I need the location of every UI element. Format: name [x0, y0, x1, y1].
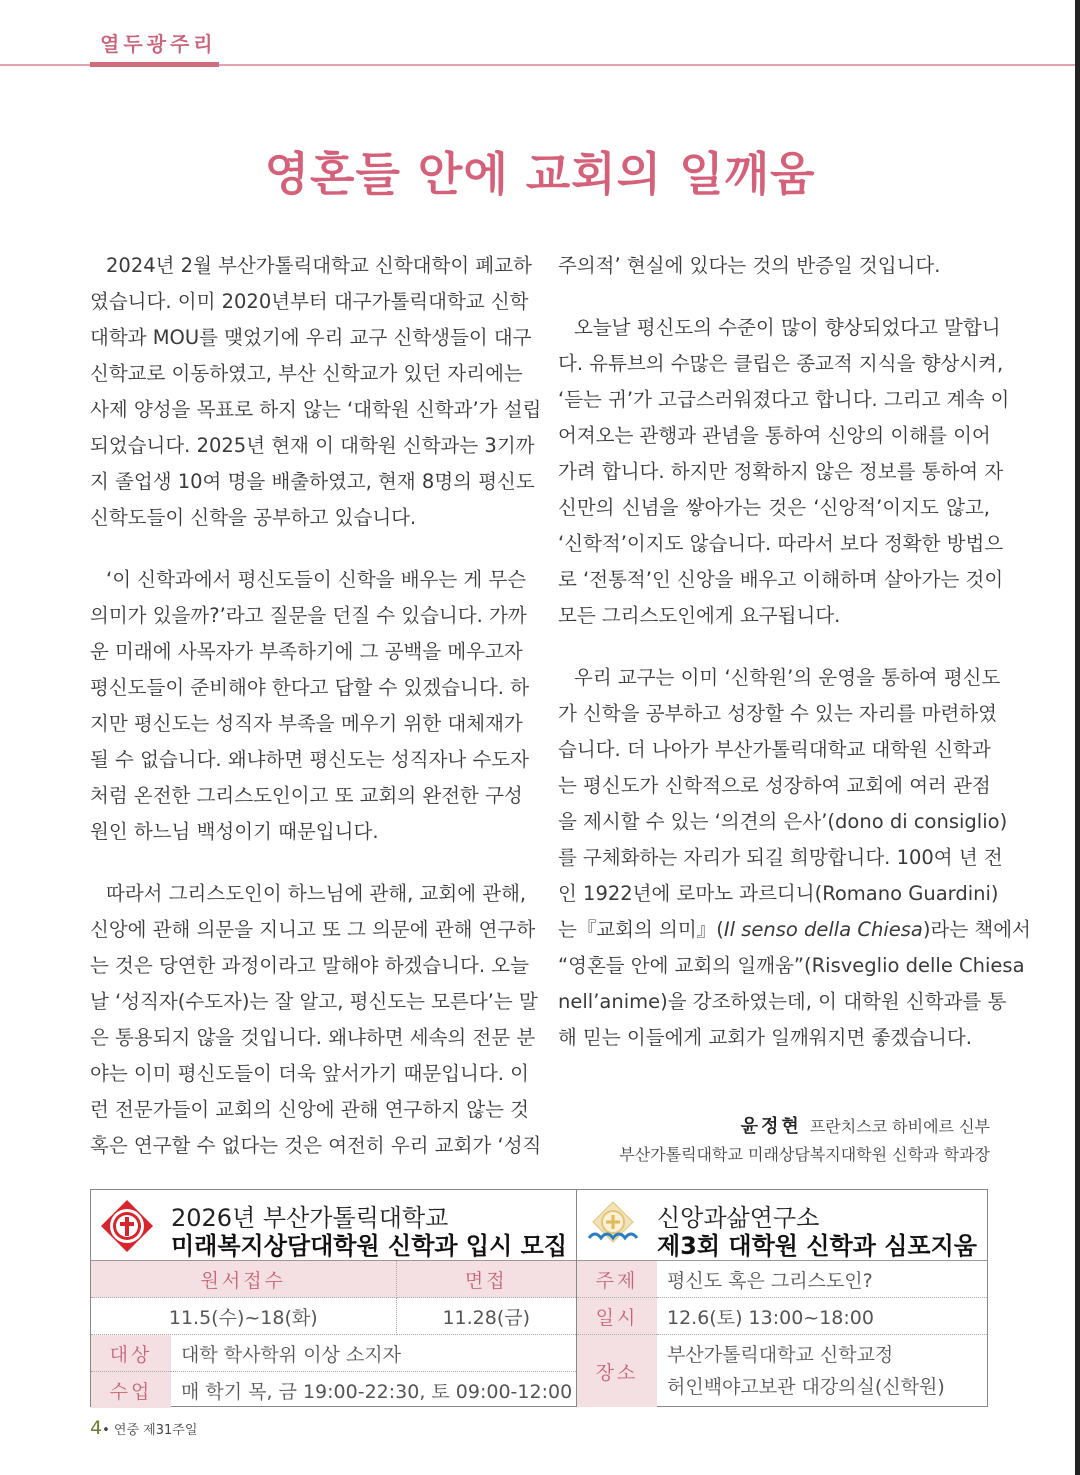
text-line: 지만 평신도는 성직자 부족을 메우기 위한 대체재가: [90, 712, 523, 735]
text-line: 신만의 신념을 쌓아가는 것은 ‘신앙적’이지도 않고,: [558, 496, 990, 519]
application-period: 11.5(수)~18(화): [91, 1298, 396, 1335]
text-line: 다. 유튜브의 수많은 클립은 종교적 지식을 향상시켜,: [558, 352, 1004, 375]
text-line: 지 졸업생 10여 명을 배출하였고, 현재 8명의 평신도: [90, 470, 535, 493]
university-cross-logo-icon: [99, 1198, 155, 1254]
text-line: 는 것은 당연한 과정이라고 말해야 하겠습니다. 오늘: [90, 954, 529, 977]
paragraph: [558, 310, 1010, 634]
label-venue: 장소: [577, 1335, 657, 1408]
author-affiliation: 부산가톨릭대학교 미래상담복지대학원 신학과 학과장: [619, 1145, 990, 1164]
text-line: 신학도들이 신학을 공부하고 있습니다.: [90, 506, 417, 529]
liturgical-week: 연중 제31주일: [113, 1423, 198, 1438]
text-line: 신학교로 이동하였고, 부산 신학교가 있던 자리에는: [90, 362, 523, 385]
text-line: 신앙에 관해 의문을 지니고 또 그 의문에 관해 연구하: [90, 918, 536, 941]
value-venue-line1: 부산가톨릭대학교 신학교정: [667, 1344, 894, 1366]
value-eligibility: 대학 학사학위 이상 소지자: [171, 1335, 576, 1372]
text-line: 은 통용되지 않을 것입니다. 왜냐하면 세속의 전문 분: [90, 1026, 536, 1049]
institute-logo-icon: [585, 1198, 641, 1254]
text-line: 로 ‘전통적’인 신앙을 배우고 이해하며 살아가는 것이: [558, 568, 1004, 591]
symposium-title: 제3회 대학원 신학과 심포지움: [657, 1232, 977, 1260]
text-line: ‘신학적’이지도 않습니다. 따라서 보다 정확한 방법으: [558, 532, 1004, 555]
text-line: 야는 이미 평신도들이 더욱 앞서가기 때문입니다. 이: [90, 1062, 529, 1085]
text-line: “영혼들 안에 교회의 일깨움”(Risveglio delle Chiesa: [558, 954, 1025, 977]
byline: [619, 1113, 990, 1169]
book-title-italic: Il senso della Chiesa: [723, 918, 923, 941]
text-line: 대학과 MOU를 맺었기에 우리 교구 신학생들이 대구: [90, 326, 532, 349]
admission-table: [91, 1261, 576, 1335]
text-line: 2024년 2월 부산가톨릭대학교 신학대학이 폐교하: [106, 254, 532, 277]
text-line: 을 제시할 수 있는 ‘의견의 은사’(dono di consiglio): [558, 810, 1008, 833]
page-edge: [1075, 0, 1080, 1475]
text-line: 어져오는 관행과 관념을 통하여 신앙의 이해를 이어: [558, 424, 991, 447]
text-line: 습니다. 더 나아가 부산가톨릭대학교 대학원 신학과: [558, 738, 991, 761]
text-line: 운 미래에 사목자가 부족하기에 그 공백을 메우고자: [90, 640, 523, 663]
label-datetime: 일시: [577, 1298, 657, 1335]
text-line: ‘듣는 귀’가 고급스러워졌다고 합니다. 그리고 계속 이: [558, 388, 1010, 411]
label-classes: 수업: [91, 1372, 171, 1409]
header-accent-bar: [90, 62, 219, 67]
article-title: 영혼들 안에 교회의 일깨움: [264, 147, 816, 201]
text-line: 인 1922년에 로마노 과르디니(Romano Guardini): [558, 882, 999, 905]
label-theme: 주제: [577, 1261, 657, 1298]
page-footer: 4• 연중 제31주일: [90, 1417, 198, 1439]
text-line: 사제 양성을 목표로 하지 않는 ‘대학원 신학과’가 설립: [90, 398, 542, 421]
text-line: ‘이 신학과에서 평신도들이 신학을 배우는 게 무슨: [106, 568, 527, 591]
institute-name: 신앙과삶연구소: [657, 1204, 820, 1232]
header-interview: 면접: [396, 1261, 576, 1298]
text-line: 런 전문가들이 교회의 신앙에 관해 연구하지 않는 것: [90, 1098, 529, 1121]
page-number: 4: [90, 1417, 103, 1439]
text-line: 날 ‘성직자(수도자)는 잘 알고, 평신도는 모른다’는 말: [90, 990, 538, 1013]
left-column: [90, 248, 542, 1190]
text-line: [558, 912, 1031, 948]
paragraph-tail: [558, 912, 1031, 1056]
paragraph: [558, 248, 990, 284]
text-line: 오늘날 평신도의 수준이 많이 향상되었다고 말합니: [574, 316, 1001, 339]
text-line: 주의적’ 현실에 있다는 것의 반증일 것입니다.: [558, 254, 941, 277]
author-title: 프란치스코 하비에르 신부: [809, 1117, 990, 1136]
right-column: [558, 248, 1031, 1082]
text-line: nell’anime)을 강조하였는데, 이 대학원 신학과를 통: [558, 990, 1007, 1013]
symposium-notice-box: [576, 1189, 988, 1407]
paragraph: [558, 660, 1008, 912]
text-line: 될 수 없습니다. 왜냐하면 평신도는 성직자나 수도자: [90, 748, 529, 771]
paragraph: [90, 248, 542, 536]
text-segment: 는『교회의 의미』(: [558, 918, 724, 941]
author-name: 윤정현: [740, 1116, 802, 1137]
notice-title: 미래복지상담대학원 신학과 입시 모집: [171, 1232, 568, 1260]
text-line: 혹은 연구할 수 없다는 것은 여전히 우리 교회가 ‘성직: [90, 1134, 542, 1157]
header-application: 원서접수: [91, 1261, 396, 1298]
text-line: 가려 합니다. 하지만 정확하지 않은 정보를 통하여 자: [558, 460, 1004, 483]
admission-notice-box: [90, 1189, 577, 1407]
text-line: 는 평신도가 신학적으로 성장하여 교회에 여러 관점: [558, 774, 991, 797]
paragraph: [90, 876, 542, 1164]
text-line: 처럼 온전한 그리스도인이고 또 교회의 완전한 구성: [90, 784, 523, 807]
label-eligibility: 대상: [91, 1335, 171, 1372]
text-line: 평신도들이 준비해야 한다고 답할 수 있겠습니다. 하: [90, 676, 529, 699]
text-line: 원인 하느님 백성이기 때문입니다.: [90, 820, 379, 843]
value-theme: 평신도 혹은 그리스도인?: [657, 1261, 987, 1298]
paragraph: [90, 562, 529, 850]
value-classes: 매 학기 목, 금 19:00-22:30, 토 09:00-12:00: [181, 1380, 573, 1403]
text-line: 의미가 있을까?’라고 질문을 던질 수 있습니다. 가까: [90, 604, 527, 627]
interview-date: 11.28(금): [396, 1298, 576, 1335]
symposium-details: [577, 1261, 987, 1407]
text-line: 되었습니다. 2025년 현재 이 대학원 신학과는 3기까: [90, 434, 535, 457]
text-line: 해 믿는 이들에게 교회가 일깨워지면 좋겠습니다.: [558, 1026, 972, 1049]
section-tag: 열두광주리: [100, 32, 217, 56]
text-line: 우리 교구는 이미 ‘신학원’의 운영을 통하여 평신도: [574, 666, 1001, 689]
text-line: 따라서 그리스도인이 하느님에 관해, 교회에 관해,: [106, 882, 527, 905]
value-datetime: 12.6(토) 13:00~18:00: [657, 1298, 987, 1335]
admission-details: [91, 1335, 576, 1408]
text-line: 가 신학을 공부하고 성장할 수 있는 자리를 마련하였: [558, 702, 997, 725]
text-segment: )라는 책에서: [922, 918, 1031, 941]
value-venue-line2: 허인백야고보관 대강의실(신학원): [667, 1376, 945, 1398]
notice-subtitle: 2026년 부산가톨릭대학교: [171, 1204, 449, 1232]
text-line: 모든 그리스도인에게 요구됩니다.: [558, 604, 841, 627]
text-line: 를 구체화하는 자리가 되길 희망합니다. 100여 년 전: [558, 846, 1003, 869]
text-line: 였습니다. 이미 2020년부터 대구가톨릭대학교 신학: [90, 290, 529, 313]
